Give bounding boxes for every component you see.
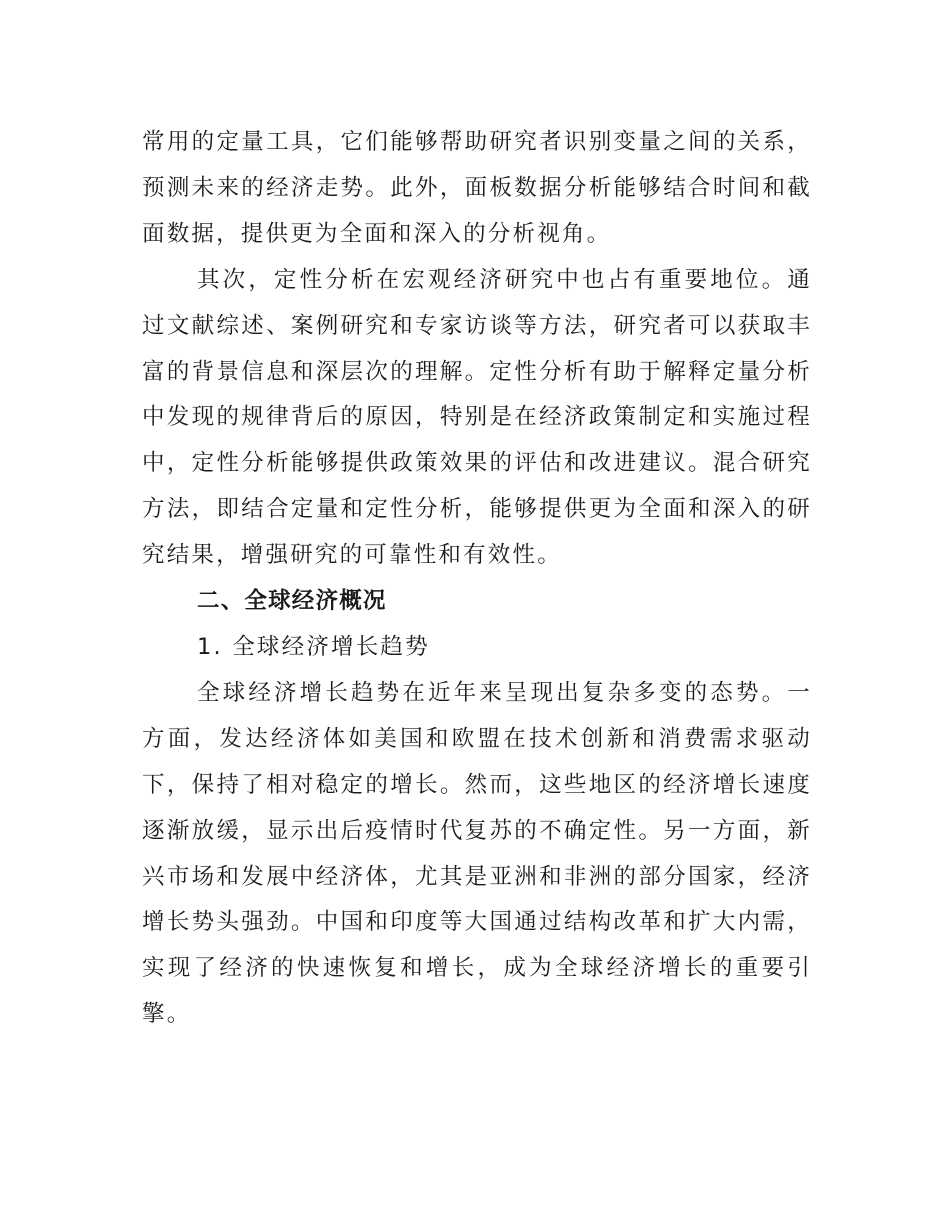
paragraph-global-growth: 全球经济增长趋势在近年来呈现出复杂多变的态势。一方面，发达经济体如美国和欧盟在技术创新和消费需求驱动下，保持了相对稳定的增长。然而，这些地区的经济增长速度逐渐放缓，显示出后疫情时代复苏的不确定性。另一方面，新兴市场和发展中经济体，尤其是亚洲和非洲的部分国家，经济增长势头强劲。中国和印度等大国通过结构改革和扩大内需，实现了经济的快速恢复和增长，成为全球经济增长的重要引擎。 xyxy=(142,679,812,1028)
paragraph-qualitative-analysis: 其次，定性分析在宏观经济研究中也占有重要地位。通过文献综述、案例研究和专家访谈等方法，研究者可以获取丰富的背景信息和深层次的理解。定性分析有助于解释定量分析中发现的规律背后的原因，特别是在经济政策制定和实施过程中，定性分析能够提供政策效果的评估和改进建议。混合研究方法，即结合定量和定性分析，能够提供更为全面和深入的研究结果，增强研究的可靠性和有效性。 xyxy=(142,266,812,569)
section-heading: 二、全球经济概况 xyxy=(197,588,387,615)
paragraph-quantitative-tools: 常用的定量工具，它们能够帮助研究者识别变量之间的关系，预测未来的经济走势。此外，面板数据分析能够结合时间和截面数据，提供更为全面和深入的分析视角。 xyxy=(142,129,812,247)
document-body xyxy=(142,120,812,1038)
subsection-heading: 1. 全球经济增长趋势 xyxy=(197,633,430,660)
